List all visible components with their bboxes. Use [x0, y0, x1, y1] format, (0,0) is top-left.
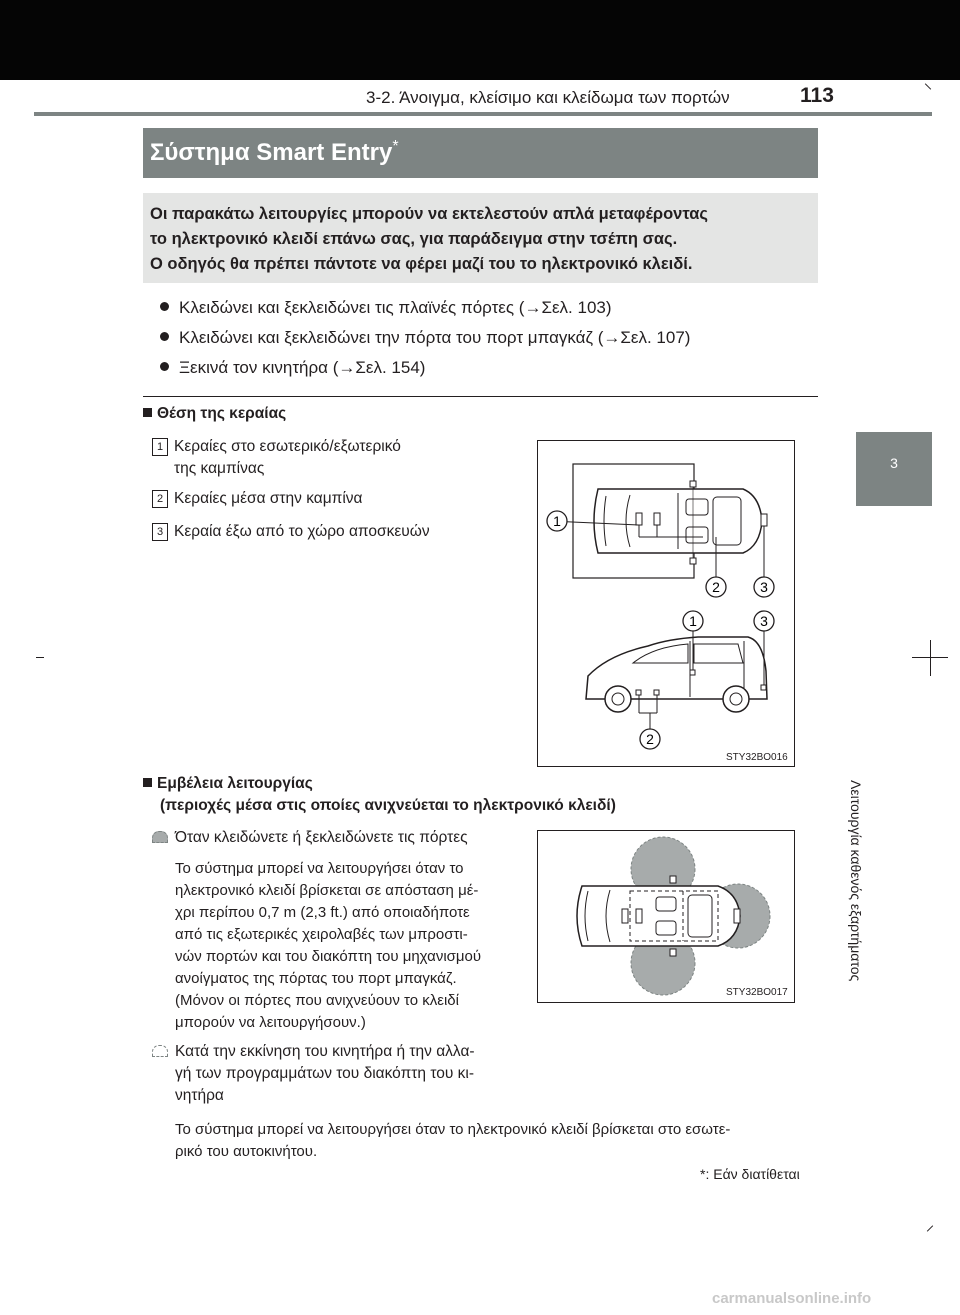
range-item-2-label: Κατά την εκκίνηση του κινητήρα ή την αλλα- γή των προγραμμάτων του διακόπτη του κι- νητήρα [175, 1043, 475, 1104]
antenna-item-1-cont: της καμπίνας [174, 460, 265, 477]
range-item-1-label: Όταν κλειδώνετε ή ξεκλειδώνετε τις πόρτες [175, 829, 468, 846]
square-bullet-icon [143, 408, 152, 417]
feature-item: Κλειδώνει και ξεκλειδώνει την πόρτα του πορτ μπαγκάζ (→Σελ. 107) [160, 328, 690, 348]
bullet-icon [160, 362, 169, 371]
feature-item: Ξεκινά τον κινητήρα (→Σελ. 154) [160, 358, 425, 378]
range-heading: Εμβέλεια λειτουργίας [143, 775, 313, 793]
crop-mark [925, 83, 931, 89]
title-asterisk: * [392, 138, 399, 155]
top-black-band [0, 0, 960, 80]
crop-mark [912, 657, 948, 658]
intro-box [143, 193, 818, 283]
figure-code: STY32BO016 [726, 752, 788, 763]
outer-zone-swatch [152, 831, 168, 843]
range-item-1-body: Το σύστημα μπορεί να λειτουργήσει όταν το ηλεκτρονικό κλειδί βρίσκεται σε απόσταση μέ- χρι περίπου 0,7 m (2,3 ft.) από οποιαδήποτε από τις εξωτερικές χειρολαβές των μπροστι- νών πορτών και του διακόπτη του μηχανισμού ανοίγματος της πόρτας του πορτ μπαγκάζ. (Μόνον οι πόρτες που ανιχνεύουν το κλειδί μπορούν να λειτουργήσουν.) [175, 860, 482, 1031]
range-diagram [538, 831, 794, 1002]
range-item-2-body: Το σύστημα μπορεί να λειτουργήσει όταν το ηλεκτρονικό κλειδί βρίσκεται στο εσωτε- ρικό του αυτοκινήτου. [175, 1121, 731, 1160]
range-heading-sub: (περιοχές μέσα στις οποίες ανιχνεύεται το ηλεκτρονικό κλειδί) [160, 797, 616, 814]
header-rule [34, 112, 932, 116]
page-number: 113 [800, 84, 834, 107]
antenna-item-1: 1 Κεραίες στο εσωτερικό/εξωτερικό [152, 436, 401, 458]
watermark: carmanualsonline.info [712, 1290, 872, 1307]
antenna-item-3: 3 Κεραία έξω από το χώρο αποσκευών [152, 521, 430, 543]
antenna-diagram [538, 441, 794, 766]
section-header: 3-2. Άνοιγμα, κλείσιμο και κλείδωμα των πορτών [366, 88, 730, 107]
range-figure [537, 830, 795, 1003]
callout-1-top: 1 [553, 513, 561, 529]
chapter-tab [856, 432, 932, 506]
antenna-figure [537, 440, 795, 767]
inner-zone-swatch [152, 1045, 168, 1057]
callout-2-side: 2 [646, 731, 654, 747]
crop-mark [930, 640, 931, 676]
section-divider [143, 396, 818, 397]
crop-mark [36, 657, 44, 658]
antenna-item-2: 2 Κεραίες μέσα στην καμπίνα [152, 488, 363, 510]
chapter-number: 3 [890, 455, 898, 471]
bullet-icon [160, 332, 169, 341]
intro-line: Ο οδηγός θα πρέπει πάντοτε να φέρει μαζί του το ηλεκτρονικό κλειδί. [150, 255, 693, 273]
callout-1-side: 1 [689, 613, 697, 629]
feature-item: Κλειδώνει και ξεκλειδώνει τις πλαϊνές πόρτες (→Σελ. 103) [160, 298, 612, 318]
antenna-heading: Θέση της κεραίας [143, 405, 286, 423]
page-title: Σύστημα Smart Entry* [150, 138, 399, 166]
callout-3-top: 3 [760, 579, 768, 595]
figure-code: STY32BO017 [726, 987, 788, 998]
crop-mark [927, 1225, 933, 1231]
callout-3-side: 3 [760, 613, 768, 629]
intro-line: το ηλεκτρονικό κλειδί επάνω σας, για παράδειγμα στην τσέπη σας. [150, 230, 678, 248]
bullet-icon [160, 302, 169, 311]
footnote: *: Εάν διατίθεται [700, 1166, 800, 1182]
square-bullet-icon [143, 778, 152, 787]
callout-2-top: 2 [712, 579, 720, 595]
intro-line: Οι παρακάτω λειτουργίες μπορούν να εκτελεστούν απλά μεταφέροντας [150, 205, 708, 223]
title-bar [143, 128, 818, 178]
chapter-title: Λειτουργία καθενός εξαρτήματος [848, 780, 864, 982]
